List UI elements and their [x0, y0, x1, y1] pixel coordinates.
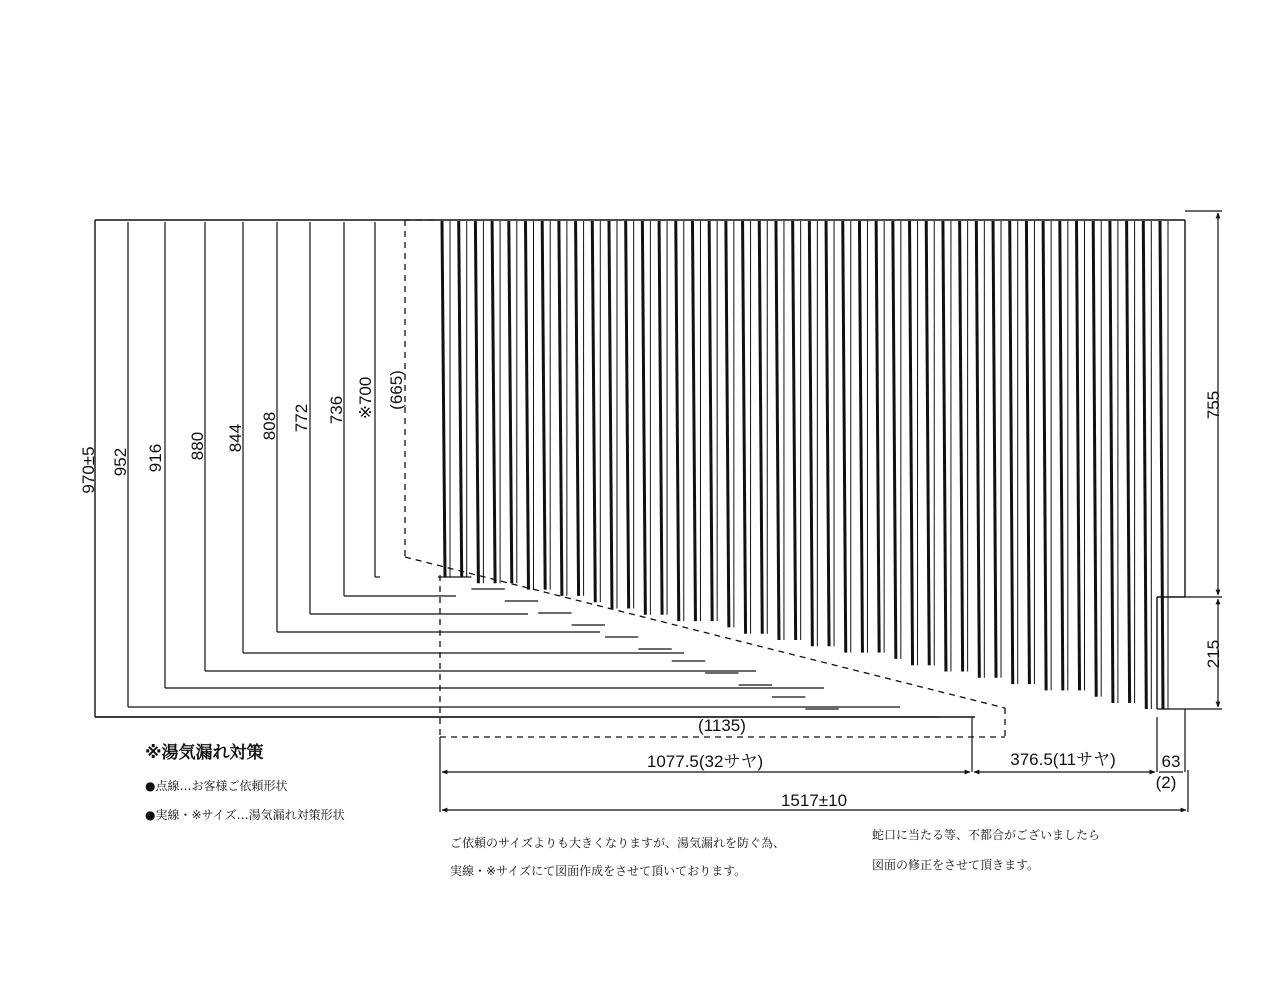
- slat-stripe: [1143, 221, 1146, 709]
- dim-label-970: 970±5: [79, 446, 98, 494]
- legend-title: ※湯気漏れ対策: [145, 743, 264, 763]
- slat-stripe: [843, 221, 846, 653]
- dim-label-215: 215: [1204, 639, 1223, 669]
- slat-stripe: [1127, 221, 1130, 703]
- note-left-line-1: ご依頼のサイズよりも大きくなりますが、湯気漏れを防ぐ為、: [450, 836, 786, 850]
- legend-dashed-line: ●点線…お客様ご依頼形状: [145, 779, 288, 793]
- slat-stripe: [776, 221, 779, 640]
- slat-stripe: [576, 221, 579, 596]
- dim-label-700: ※700: [356, 376, 375, 420]
- legend-solid-line: ●実線・※サイズ…湯気漏れ対策形状: [145, 808, 345, 822]
- slat-stripe: [1110, 221, 1113, 703]
- slat-stripe: [709, 221, 712, 621]
- slat-stripe: [943, 221, 946, 672]
- slat-stripe: [910, 221, 913, 665]
- dim-label-916: 916: [146, 443, 165, 473]
- slat-stripe: [1010, 221, 1013, 684]
- slat-stripe: [626, 221, 629, 609]
- slat-stripe: [559, 221, 562, 596]
- slat-stripe: [743, 221, 746, 634]
- slat-stripe: [926, 221, 929, 665]
- slat-stripe: [1160, 221, 1163, 709]
- dim-label-772: 772: [292, 403, 311, 433]
- slat-stripe: [1026, 221, 1029, 684]
- dim-label-755: 755: [1204, 390, 1223, 420]
- dim-label-808: 808: [260, 411, 279, 441]
- slat-stripe: [592, 221, 595, 602]
- slat-stripe: [525, 221, 528, 590]
- slat-stripe: [1093, 221, 1096, 697]
- slat-stripe: [793, 221, 796, 640]
- panel-outline: [95, 220, 1185, 717]
- dim-label-844: 844: [226, 423, 245, 453]
- slat-stripe: [809, 221, 812, 646]
- note-right-line-2: 図面の修正をさせて頂きます。: [872, 858, 1040, 872]
- slat-stripe: [893, 221, 896, 659]
- slat-group: [438, 221, 1168, 709]
- slat-stripe: [475, 221, 478, 583]
- dim-label-2: (2): [1155, 773, 1177, 792]
- slat-stripe: [993, 221, 996, 678]
- slat-stripe: [676, 221, 679, 621]
- dim-label-63: 63: [1161, 752, 1181, 771]
- slat-stripe: [459, 221, 462, 577]
- slat-stripe: [659, 221, 662, 615]
- note-right-line-1: 蛇口に当たる等、不都合がございましたら: [872, 828, 1101, 842]
- dim-label-1077: 1077.5(32サヤ): [646, 752, 764, 771]
- slat-stripe: [642, 221, 645, 615]
- slat-stripe: [826, 221, 829, 646]
- slat-stripe: [1060, 221, 1063, 690]
- slat-stripe: [759, 221, 762, 634]
- slat-stripe: [542, 221, 545, 590]
- slat-stripe: [692, 221, 695, 621]
- dim-label-665: (665): [387, 370, 406, 410]
- slat-stripe: [726, 221, 729, 627]
- slat-stripe: [442, 221, 445, 577]
- slat-stripe: [876, 221, 879, 653]
- slat-stripe: [609, 221, 612, 609]
- slat-stripe: [509, 221, 512, 583]
- dim-label-736: 736: [327, 395, 346, 425]
- slat-stripe: [859, 221, 862, 653]
- dim-label-1135: (1135): [698, 716, 746, 735]
- slat-stripe: [1077, 221, 1080, 690]
- dim-label-952: 952: [111, 447, 130, 477]
- dim-label-376: 376.5(11サヤ): [1010, 750, 1116, 769]
- note-left-line-2: 実線・※サイズにて図面作成をさせて頂いております。: [450, 864, 747, 878]
- slat-stripe: [492, 221, 495, 583]
- dim-label-1517: 1517±10: [780, 791, 848, 810]
- slat-stripe: [976, 221, 979, 678]
- height-dimensions: [1157, 211, 1222, 709]
- slat-stripe: [960, 221, 963, 672]
- dim-label-880: 880: [188, 431, 207, 461]
- slat-stripe: [1043, 221, 1046, 690]
